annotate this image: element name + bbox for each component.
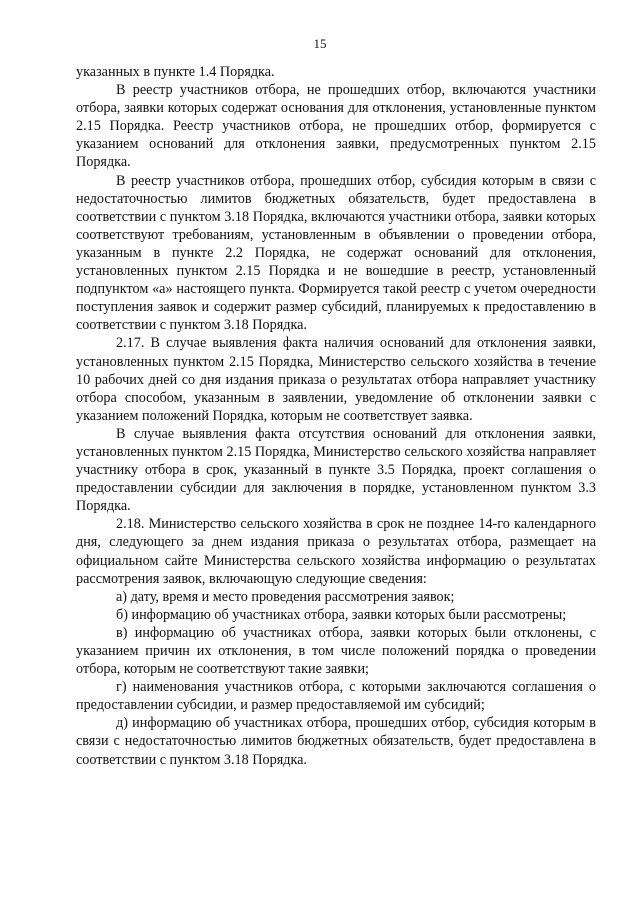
page-number: 15 (313, 36, 327, 51)
paragraph-2-17: 2.17. В случае выявления факта наличия оснований для отклонения заявки, установленных пунктом 2.15 Порядка, Министерство сельского хозяйства в течение 10 рабочих дней со дня издания приказа о результатах отбора направляет участнику отбора способом, указанным в заявлении, уведомление об отклонении заявки с указанием положений Порядка, которым не соответствует заявка. (76, 335, 596, 424)
list-item-a: а) дату, время и место проведения рассмотрения заявок; (116, 588, 455, 605)
list-item-b: б) информацию об участниках отбора, заявки которых были рассмотрены; (116, 606, 567, 623)
document-body (76, 63, 596, 769)
list-item-d: д) информацию об участниках отбора, прошедших отбор, субсидия которым в связи с недостаточностью лимитов бюджетных обязательств, будет предоставлена в соответствии с пунктом 3.18 Порядка. (76, 715, 596, 768)
paragraph-rejected-registry: В реестр участников отбора, не прошедших отбор, включаются участники отбора, заявки которых содержат основания для отклонения, установленные пунктом 2.15 Порядка. Реестр участников отбора, не прошедших отбор, формируется с указанием оснований для отклонения заявки, предусмотренных пунктом 2.15 Порядка. (76, 82, 596, 171)
paragraph-continuation: указанных в пункте 1.4 Порядка. (76, 64, 275, 80)
paragraph-2-18: 2.18. Министерство сельского хозяйства в срок не позднее 14-го календарного дня, следующего за днем издания приказа о результатах отбора, размещает на официальном сайте Министерства сельского хозяйства информацию о результатах рассмотрения заявок, включающую следующие сведения: (76, 516, 596, 587)
paragraph-passed-registry: В реестр участников отбора, прошедших отбор, субсидия которым в связи с недостаточностью лимитов бюджетных обязательств, будет предоставлена в соответствии с пунктом 3.18 Порядка, включаются участники отбора, заявки которых соответствуют требованиям, установленным в объявлении о проведении отбора, указанным в пункте 2.2 Порядка, не содержат оснований для отклонения, установленных пунктом 2.15 Порядка и не вошедшие в реестр, установленный подпунктом «а» настоящего пункта. Формируется такой реестр с учетом очередности поступления заявок и содержит размер субсидий, планируемых к предоставлению в соответствии с пунктом 3.18 Порядка. (76, 172, 596, 334)
list-item-v: в) информацию об участниках отбора, заявки которых были отклонены, с указанием причин их отклонения, в том числе положений порядка о проведении отбора, которым не соответствуют такие заявки; (76, 624, 596, 678)
list-item-g: г) наименования участников отбора, с которыми заключаются соглашения о предоставлении субсидии, и размер предоставляемой им субсидий; (76, 679, 596, 714)
paragraph-no-rejection-grounds: В случае выявления факта отсутствия оснований для отклонения заявки, установленных пунктом 2.15 Порядка, Министерство сельского хозяйства направляет участнику отбора в срок, указанный в пункте 3.5 Порядка, проект соглашения о предоставлении субсидии для заключения в порядке, установленном пунктом 3.3 Порядка. (76, 425, 596, 515)
